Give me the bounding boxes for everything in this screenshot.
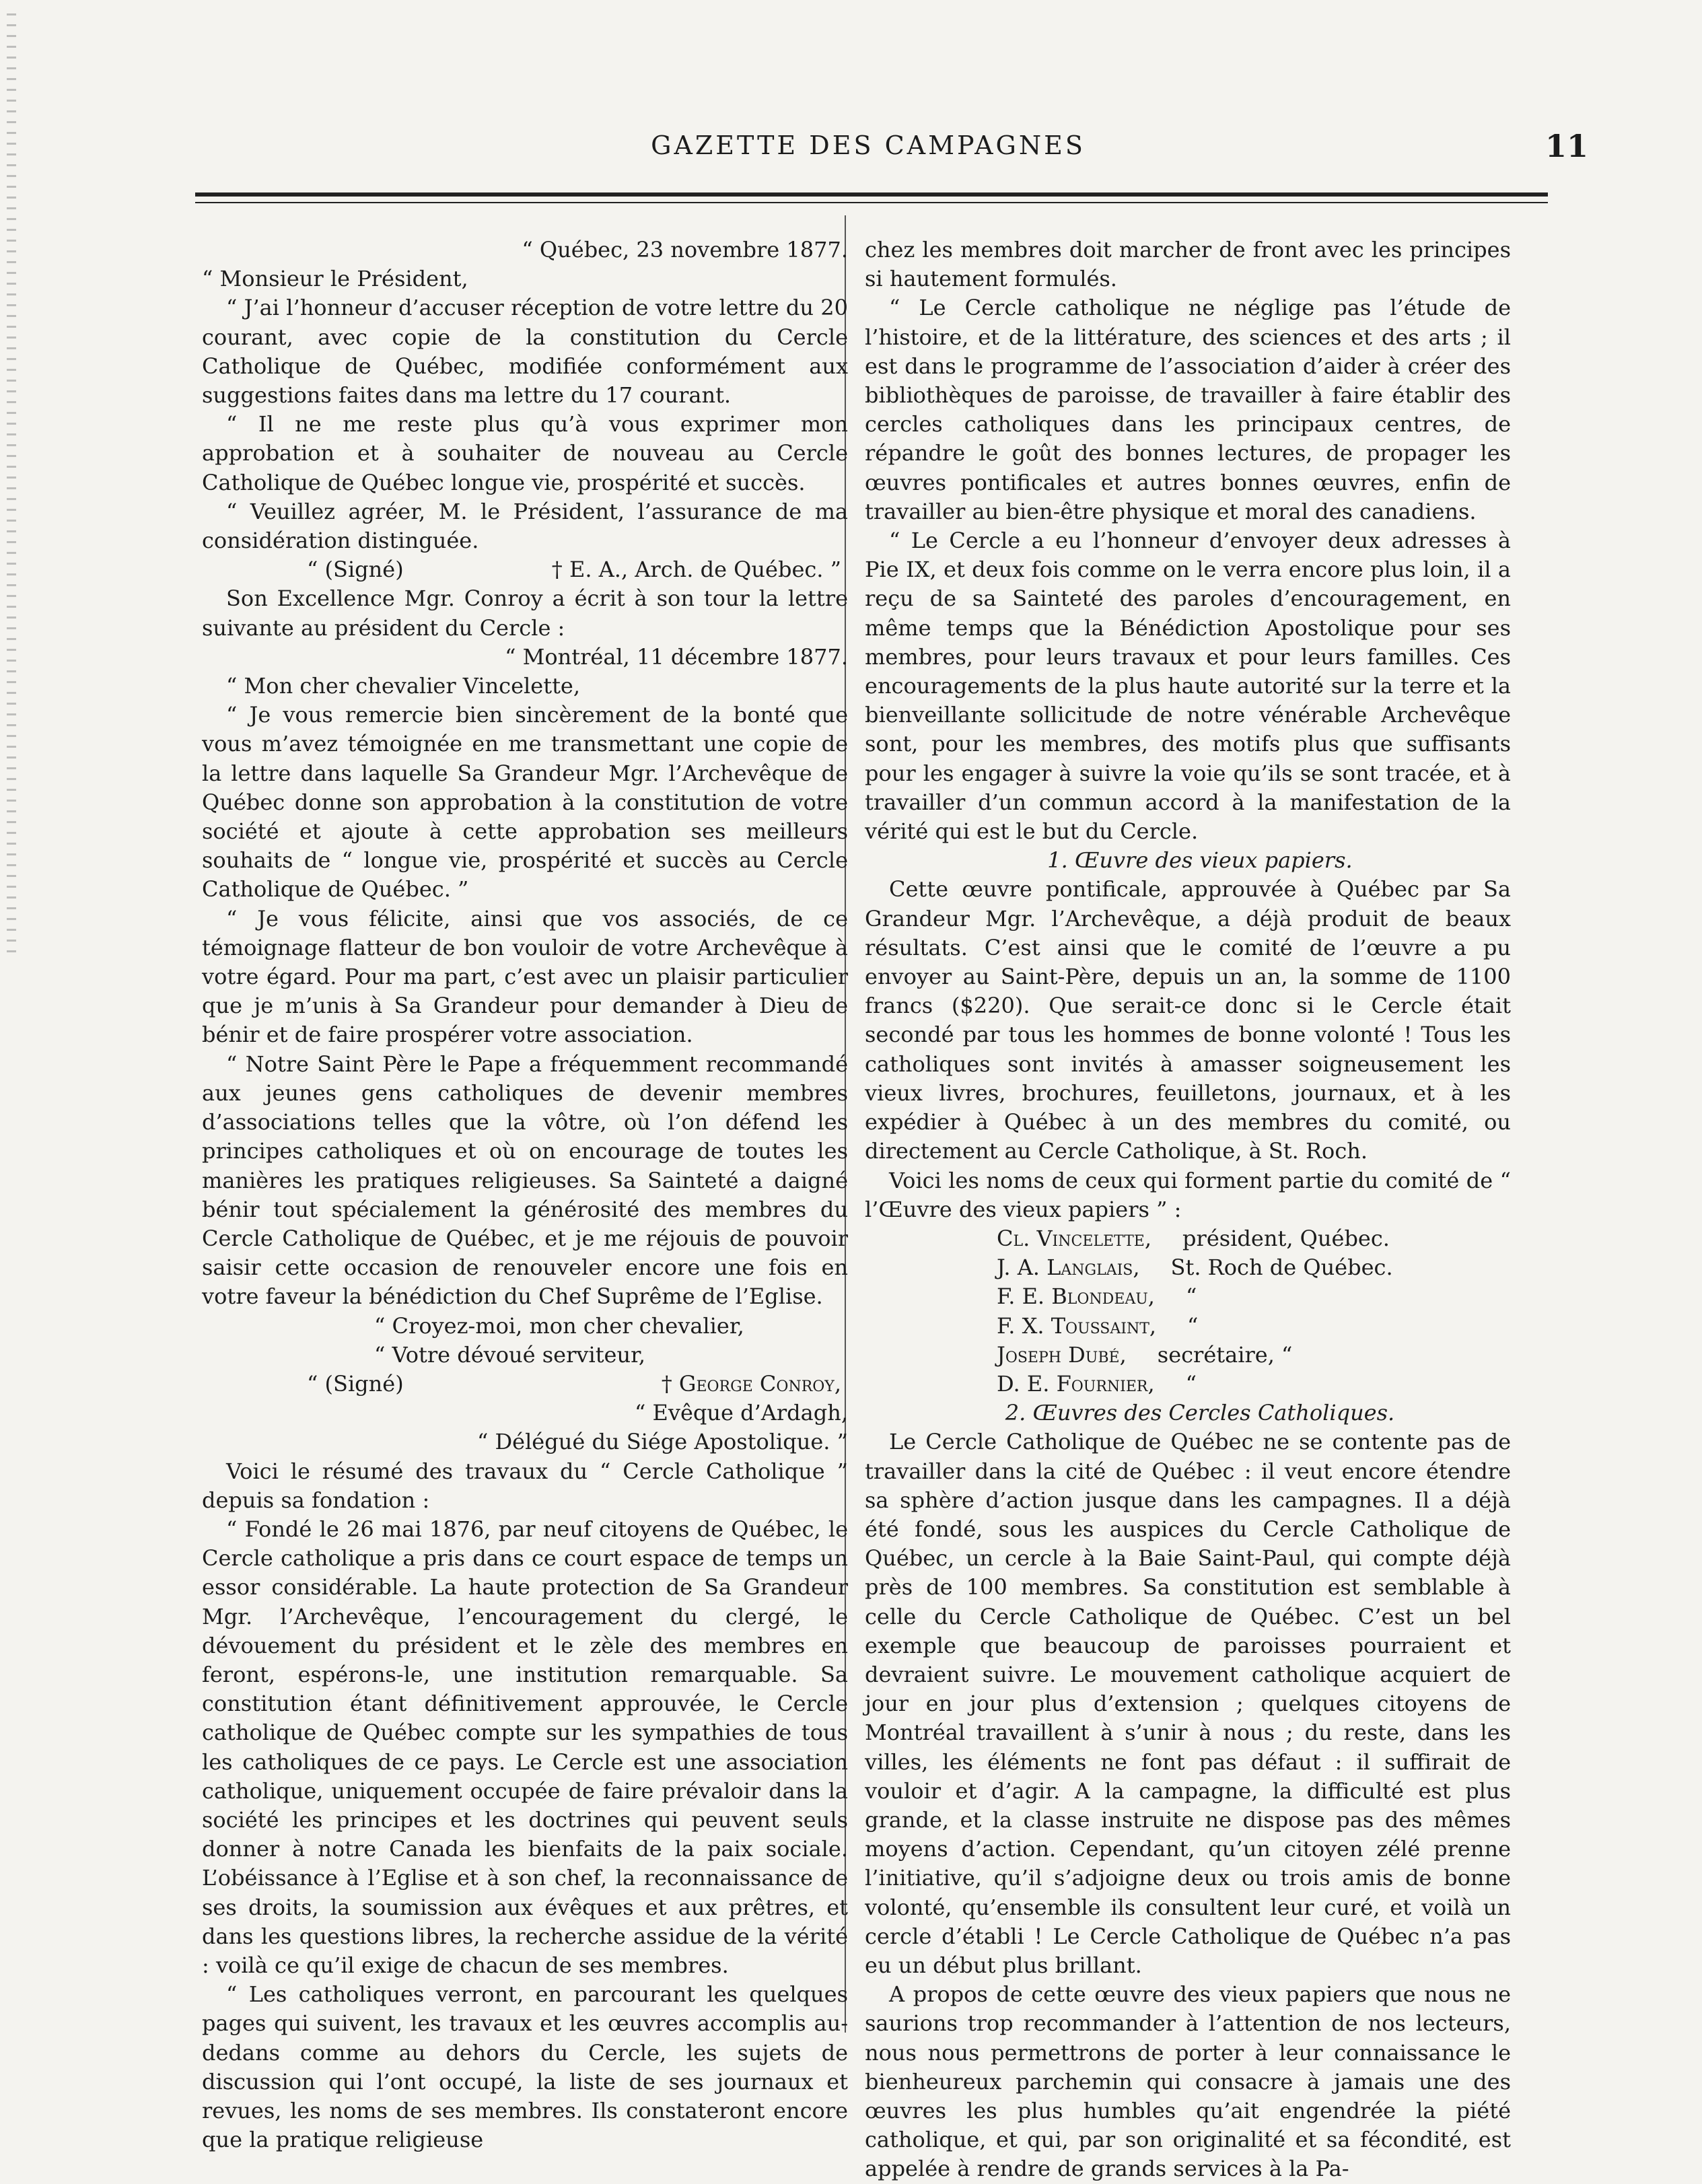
paragraph: “ Québec, 23 novembre 1877.: [522, 237, 848, 262]
paragraph: “ Votre dévoué serviteur,: [374, 1341, 646, 1368]
scan-edge-noise: [7, 13, 16, 956]
signed-label: “ (Signé): [307, 557, 404, 583]
member-name: F. E. Blondeau,: [997, 1283, 1155, 1310]
signature-line: [202, 1370, 848, 1399]
member-role: “: [1185, 1370, 1197, 1397]
paragraph: “ Il ne me reste plus qu’à vous exprimer mon approbation et à souhaiter de nouveau au Cercle Catholique de Québec longue vie, prospérité et succès.: [202, 411, 848, 495]
header-rule-thin: [195, 202, 1548, 203]
section-heading: 1. Œuvre des vieux papiers.: [1047, 847, 1353, 874]
member-name: Cl. Vincelette,: [997, 1225, 1152, 1251]
paragraph: “ Fondé le 26 mai 1876, par neuf citoyens de Québec, le Cercle catholique a pris dans ce court espace de temps un essor considérable. La haute protection de Sa Grandeur Mgr. l’Archevêque, l’encouragement du clergé, le dévouement du président et le zèle des membres en feront, espérons-le, une institution remarquable. Sa constitution étant définitivement approuvée, le Cercle catholique de Québec compte sur les sympathies de tous les catholiques de ce pays. Le Cercle est une association catholique, uniquement occupée de faire prévaloir dans la société les principes et les doctrines qui peuvent seuls donner à notre Canada les bienfaits de la paix sociale. L’obéissance à l’Eglise et à son chef, la reconnaissance de ses droits, la soumission aux évêques et aux prêtres, et dans les questions libres, la recherche assidue de la vérité : voilà ce qu’il exige de chacun de ses membres.: [202, 1516, 848, 1978]
paragraph: Voici le résumé des travaux du “ Cercle Catholique ” depuis sa fondation :: [202, 1458, 848, 1513]
page-header: [195, 128, 1588, 175]
signature-line: [202, 555, 848, 584]
header-rule-thick: [195, 192, 1548, 197]
paragraph: “ Délégué du Siége Apostolique. ”: [476, 1429, 848, 1455]
paragraph: Son Excellence Mgr. Conroy a écrit à son tour la lettre suivante au président du Cercle :: [202, 586, 848, 641]
member-role: secrétaire, “: [1157, 1341, 1293, 1368]
right-column: [865, 236, 1511, 2184]
paragraph: “ Je vous remercie bien sincèrement de la bonté que vous m’avez témoignée en me transmettant une copie de la lettre dans laquelle Sa Grandeur Mgr. l’Archevêque de Québec donne son approbation à la constitution de votre société et ajoute à cette approbation ses meilleurs souhaits de “ longue vie, prospérité et succès au Cercle Catholique de Québec. ”: [202, 702, 848, 903]
signed-label: “ (Signé): [307, 1370, 404, 1397]
paragraph: Voici les noms de ceux qui forment partie du comité de “ l’Œuvre des vieux papiers ” :: [865, 1167, 1511, 1222]
paragraph: “ Croyez-moi, mon cher chevalier,: [374, 1312, 744, 1339]
member-role: “: [1185, 1283, 1197, 1310]
member-name: J. A. Langlais,: [997, 1255, 1140, 1281]
masthead-title: GAZETTE DES CAMPAGNES: [651, 131, 1086, 160]
paragraph: “ Veuillez agréer, M. le Président, l’assurance de ma considération distinguée.: [202, 498, 848, 554]
paragraph: “ Le Cercle catholique ne néglige pas l’étude de l’histoire, et de la littérature, des sciences et des arts ; il est dans le programme de l’association d’aider à créer des bibliothèques de paroisse, de travailler à faire établir des cercles catholiques dans les principaux centres, de répandre le goût des bonnes lectures, de propager les œuvres pontificales et autres bonnes œuvres, enfin de travailler au bien-être physique et moral des canadiens.: [865, 295, 1511, 524]
paragraph: “ Mon cher chevalier Vincelette,: [226, 673, 581, 699]
paragraph: A propos de cette œuvre des vieux papiers que nous ne saurions trop recommander à l’attention de nos lecteurs, nous nous permettrons de porter à leur connaissance le bienheureux parchemin qui consacre à jamais une des œuvres les plus humbles qu’ait engendrée la piété catholique, et qui, par son originalité et sa fécondité, est appelée à rendre de grands services à la Pa-: [865, 1981, 1511, 2182]
paragraph: “ Le Cercle a eu l’honneur d’envoyer deux adresses à Pie IX, et deux fois comme on le verra encore plus loin, il a reçu de sa Sainteté des paroles d’encouragement, en même temps que la Bénédiction Apostolique pour ses membres, pour leurs travaux et pour leurs familles. Ces encouragements de la plus haute autorité sur la terre et la bienveillante sollicitude de notre vénérable Archevêque sont, pour les membres, des motifs plus que suffisants pour les engager à suivre la voie qu’ils se sont tracée, et à travailler d’un commun accord à la manifestation de la vérité qui est le but du Cercle.: [865, 528, 1511, 845]
committee-member: [865, 1341, 1511, 1370]
paragraph: “ Monsieur le Président,: [202, 266, 468, 292]
paragraph: “ Notre Saint Père le Pape a fréquemment recommandé aux jeunes gens catholiques de devenir membres d’associations telles que la vôtre, où l’on défend les principes catholiques et où on encourage de toutes les manières les pratiques religieuses. Sa Sainteté a daigné bénir tout spécialement la générosité des membres du Cercle Catholique de Québec, et je me réjouis de pouvoir saisir cette occasion de renouveler encore une fois en votre faveur la bénédiction du Chef Suprême de l’Eglise.: [202, 1051, 848, 1310]
paragraph: “ Montréal, 11 décembre 1877.: [505, 643, 848, 670]
section-heading: 2. Œuvres des Cercles Catholiques.: [1005, 1400, 1395, 1426]
paragraph: “ Evêque d’Ardagh,: [635, 1400, 848, 1426]
member-role: “: [1187, 1312, 1199, 1339]
paragraph: Cette œuvre pontificale, approuvée à Québec par Sa Grandeur Mgr. l’Archevêque, a déjà produit de beaux résultats. C’est ainsi que le comité de l’œuvre a pu envoyer au Saint-Père, depuis un an, la somme de 1100 francs ($220). Que serait-ce donc si le Cercle était secondé par tous les hommes de bonne volonté ! Tous les catholiques sont invités à amasser soigneusement les vieux livres, brochures, feuilletons, journaux, et à les expédier à Québec à un des membres du comité, ou directement au Cercle Catholique, à St. Roch.: [865, 876, 1511, 1164]
committee-member: [865, 1282, 1511, 1311]
member-name: Joseph Dubé,: [997, 1341, 1127, 1368]
committee-member: [865, 1370, 1511, 1399]
signatory: † E. A., Arch. de Québec. ”: [551, 557, 841, 583]
paragraph: “ Je vous félicite, ainsi que vos associés, de ce témoignage flatteur de bon vouloir de votre Archevêque à votre égard. Pour ma part, c’est avec un plaisir particulier que je m’unis à Sa Grandeur pour demander à Dieu de bénir et de faire prospérer votre association.: [202, 905, 848, 1048]
committee-member: [865, 1253, 1511, 1282]
member-role: président, Québec.: [1182, 1225, 1390, 1251]
paragraph: Le Cercle Catholique de Québec ne se contente pas de travailler dans la cité de Québec : il veut encore étendre sa sphère d’action jusque dans les campagnes. Il a déjà été fondé, sous les auspices du Cercle Catholique de Québec, un cercle à la Baie Saint-Paul, qui compte déjà près de 100 membres. Sa constitution est semblable à celle du Cercle Catholique de Québec. C’est un bel exemple que beaucoup de paroisses pourraient et devraient suivre. Le mouvement catholique acquiert de jour en jour plus d’extension ; quelques citoyens de Montréal travaillent à s’unir à nous ; du reste, dans les villes, les éléments ne font pas défaut : il suffirait de vouloir et d’agir. A la campagne, la difficulté est plus grande, et la classe instruite ne dispose pas des mêmes moyens d’action. Cependant, qu’un citoyen zélé prenne l’initiative, qu’il s’adjoigne deux ou trois amis de bonne volonté, qu’ensemble ils consultent leur curé, et voilà un cercle d’établi ! Le Cercle Catholique de Québec n’a pas eu un début plus brillant.: [865, 1429, 1511, 1978]
paragraph: “ Les catholiques verront, en parcourant les quelques pages qui suivent, les travaux et les œuvres accomplis au-dedans comme au dehors du Cercle, les sujets de discussion qui l’ont occupé, la liste de ses journaux et revues, les noms de ses membres. Ils constateront encore que la pratique religieuse: [202, 1981, 848, 2153]
committee-member: [865, 1312, 1511, 1341]
member-role: St. Roch de Québec.: [1170, 1255, 1393, 1281]
left-column: [202, 236, 848, 2154]
page-number: 11: [1545, 128, 1588, 164]
paragraph: chez les membres doit marcher de front avec les principes si hautement formulés.: [865, 237, 1511, 292]
paragraph: “ J’ai l’honneur d’accuser réception de votre lettre du 20 courant, avec copie de la constitution du Cercle Catholique de Québec, modifiée conformément aux suggestions faites dans ma lettre du 17 courant.: [202, 295, 848, 409]
member-name: D. E. Fournier,: [997, 1370, 1155, 1397]
member-name: F. X. Toussaint,: [997, 1312, 1157, 1339]
signatory: † George Conroy,: [661, 1370, 841, 1397]
committee-member: [865, 1224, 1511, 1253]
